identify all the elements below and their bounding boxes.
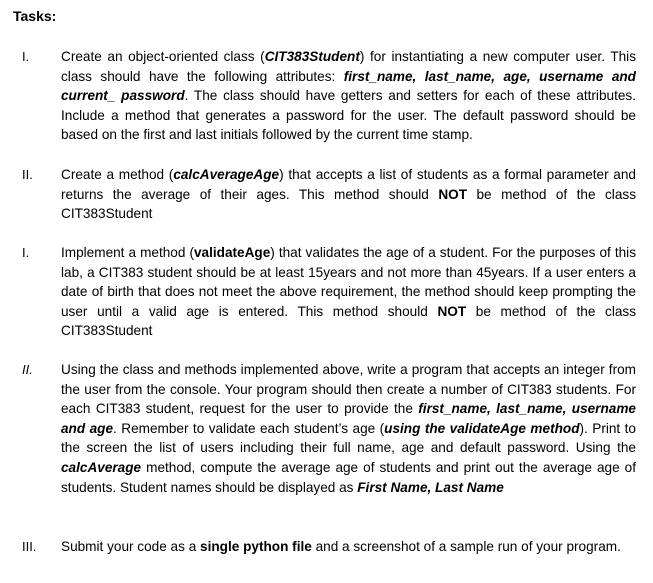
task-number: I.: [22, 245, 30, 260]
task-text: Using the class and methods implemented above, write a program that accepts an integer from the user from the console. Your program should then create a number of CIT383 students. For each CIT383 student, request for the user to provide the first_name, last_name, username and age. Remember to validate each student’s age (using the validateAge method). Print to the screen the list of users including their full name, age and default password. Using the calcAverage method, compute the average age of students and print out the average age of students. Student names should be displayed as First Name, Last Name: [61, 362, 636, 495]
task-text: Create an object-oriented class (CIT383Student) for instantiating a new computer user. This class should have the following attributes: first_name, last_name, age, username and current_ password. The class should have getters and setters for each of these attributes. Include a method that generates a password for the user. The default password should be based on the first and last initials followed by the current time stamp.: [61, 49, 636, 143]
task-number: I.: [22, 49, 30, 64]
task-number: III.: [22, 539, 37, 554]
tasks-heading: Tasks:: [13, 8, 57, 24]
task-number: II.: [22, 362, 33, 377]
task-text: Submit your code as a single python file and a screenshot of a sample run of your program.: [61, 539, 621, 554]
task-text: Create a method (calcAverageAge) that accepts a list of students as a formal parameter and returns the average of their ages. This method should NOT be method of the class CIT383Student: [61, 167, 636, 222]
task-number: II.: [22, 167, 33, 182]
task-text: Implement a method (validateAge) that validates the age of a student. For the purposes of this lab, a CIT383 student should be at least 15years and not more than 45years. If a user enters a date of birth that does not meet the above requirement, the method should keep prompting the user until a valid age is entered. This method should NOT be method of the class CIT383Student: [61, 245, 636, 339]
